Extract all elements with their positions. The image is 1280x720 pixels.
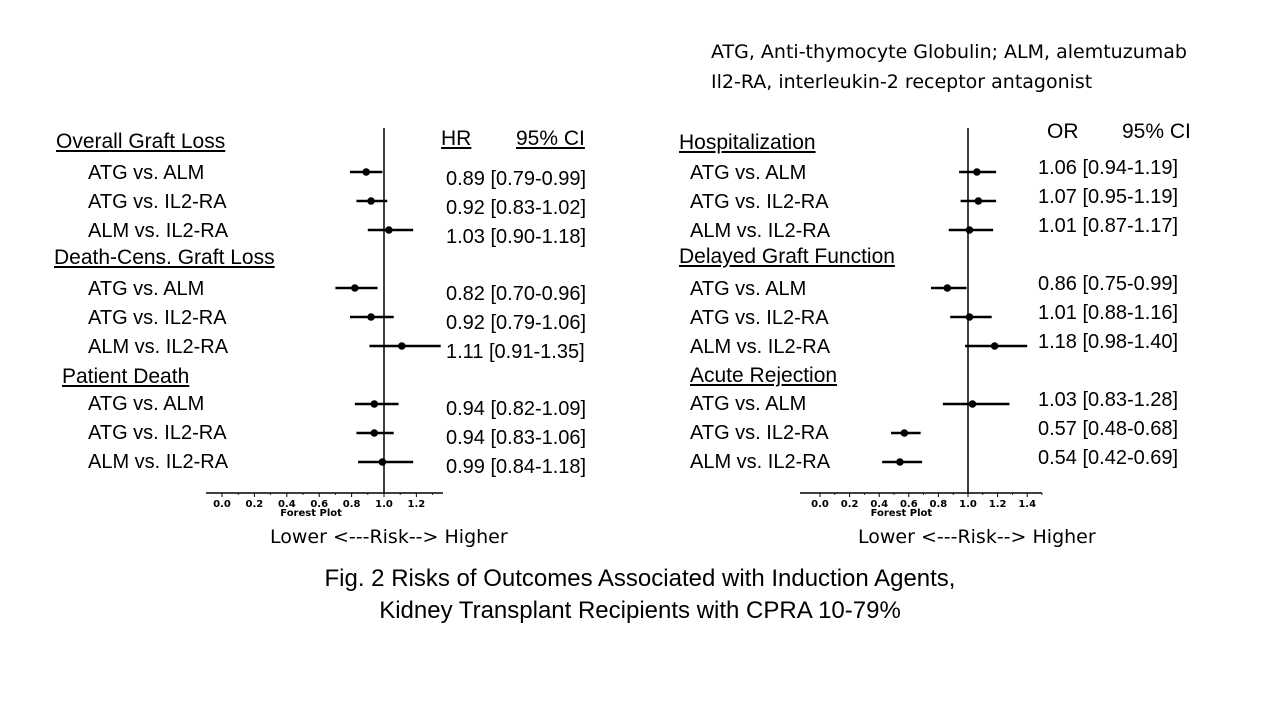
right-tick-label: 1.4 <box>1018 499 1037 510</box>
left-row-value: 0.92 [0.79-1.06] <box>446 312 587 334</box>
abbreviation-note-line-2: Il2-RA, interleukin-2 receptor antagonist <box>711 71 1093 93</box>
left-row-value: 0.89 [0.79-0.99] <box>446 168 587 190</box>
right-risk-direction-label: Lower <---Risk--> Higher <box>858 526 1096 548</box>
right-row-label: ATG vs. IL2-RA <box>690 307 829 329</box>
left-row-label: ATG vs. IL2-RA <box>88 307 227 329</box>
right-row-value: 0.57 [0.48-0.68] <box>1038 418 1179 440</box>
left-tick-label: 0.8 <box>342 499 361 510</box>
left-row-value: 1.03 [0.90-1.18] <box>446 226 587 248</box>
right-tick-label: 0.2 <box>840 499 859 510</box>
right-estimate-point <box>901 429 909 437</box>
right-tick-label: 0.0 <box>811 499 829 510</box>
left-row-label: ATG vs. IL2-RA <box>88 422 227 444</box>
left-group-title-death-censored-graft-loss: Death-Cens. Graft Loss <box>54 246 275 269</box>
right-group-title-delayed-graft-function: Delayed Graft Function <box>679 245 895 268</box>
left-measure-header: HR <box>441 127 472 150</box>
left-row-label: ALM vs. IL2-RA <box>88 220 229 242</box>
right-estimate-point <box>991 342 999 350</box>
left-row-label: ATG vs. ALM <box>88 278 205 300</box>
right-row-label: ATG vs. ALM <box>690 162 807 184</box>
abbreviation-note-line-1: ATG, Anti-thymocyte Globulin; ALM, alemtuzumab <box>711 41 1187 63</box>
left-estimate-point <box>385 226 393 234</box>
left-estimate-point <box>379 458 387 466</box>
left-risk-direction-label: Lower <---Risk--> Higher <box>270 526 508 548</box>
left-x-axis-label: Forest Plot <box>280 508 342 519</box>
right-estimate-point <box>896 458 904 466</box>
right-row-label: ALM vs. IL2-RA <box>690 451 831 473</box>
left-row-value: 0.94 [0.82-1.09] <box>446 398 587 420</box>
left-tick-label: 0.6 <box>310 499 329 510</box>
right-row-label: ATG vs. IL2-RA <box>690 191 829 213</box>
right-row-value: 1.03 [0.83-1.28] <box>1038 389 1179 411</box>
right-tick-label: 0.6 <box>899 499 918 510</box>
right-row-value: 1.01 [0.88-1.16] <box>1038 302 1179 324</box>
left-row-value: 0.92 [0.83-1.02] <box>446 197 587 219</box>
right-row-label: ALM vs. IL2-RA <box>690 336 831 358</box>
right-ci-header: 95% CI <box>1122 120 1191 143</box>
right-estimate-point <box>975 197 983 205</box>
left-tick-label: 0.2 <box>245 499 264 510</box>
right-row-value: 0.54 [0.42-0.69] <box>1038 447 1179 469</box>
right-group-title-acute-rejection: Acute Rejection <box>690 364 838 387</box>
left-row-label: ATG vs. IL2-RA <box>88 191 227 213</box>
left-row-label: ATG vs. ALM <box>88 393 205 415</box>
right-estimate-point <box>969 400 977 408</box>
right-row-label: ATG vs. IL2-RA <box>690 422 829 444</box>
right-estimate-point <box>943 284 951 292</box>
right-tick-label: 1.2 <box>988 499 1007 510</box>
right-row-value: 1.01 [0.87-1.17] <box>1038 215 1179 237</box>
right-row-value: 1.07 [0.95-1.19] <box>1038 186 1179 208</box>
left-tick-label: 0.4 <box>277 499 296 510</box>
left-group-title-patient-death: Patient Death <box>62 365 190 388</box>
right-row-value: 1.06 [0.94-1.19] <box>1038 157 1179 179</box>
figure-caption-line-1: Fig. 2 Risks of Outcomes Associated with Induction Agents, <box>324 565 956 592</box>
left-row-value: 1.11 [0.91-1.35] <box>446 341 585 363</box>
left-ci-header: 95% CI <box>516 127 585 150</box>
right-row-label: ALM vs. IL2-RA <box>690 220 831 242</box>
left-tick-label: 0.0 <box>213 499 231 510</box>
left-row-value: 0.94 [0.83-1.06] <box>446 427 587 449</box>
left-estimate-point <box>370 400 378 408</box>
right-tick-label: 0.8 <box>929 499 948 510</box>
left-row-value: 0.99 [0.84-1.18] <box>446 456 587 478</box>
left-estimate-point <box>362 168 370 176</box>
right-group-title-hospitalization: Hospitalization <box>679 131 816 154</box>
right-row-label: ATG vs. ALM <box>690 393 807 415</box>
left-estimate-point <box>367 197 375 205</box>
right-x-axis-label: Forest Plot <box>870 508 933 519</box>
right-row-value: 0.86 [0.75-0.99] <box>1038 273 1179 295</box>
left-estimate-point <box>367 313 375 321</box>
right-tick-label: 0.4 <box>870 499 889 510</box>
right-measure-header: OR <box>1047 120 1079 143</box>
left-row-label: ALM vs. IL2-RA <box>88 336 229 358</box>
right-estimate-point <box>966 226 974 234</box>
figure-caption-line-2: Kidney Transplant Recipients with CPRA 10-79% <box>379 597 901 624</box>
left-tick-label: 1.2 <box>407 499 426 510</box>
left-estimate-point <box>398 342 406 350</box>
left-row-value: 0.82 [0.70-0.96] <box>446 283 587 305</box>
left-row-label: ATG vs. ALM <box>88 162 205 184</box>
right-estimate-point <box>973 168 981 176</box>
right-tick-label: 1.0 <box>959 499 977 510</box>
right-estimate-point <box>966 313 974 321</box>
left-estimate-point <box>351 284 359 292</box>
right-row-label: ATG vs. ALM <box>690 278 807 300</box>
left-estimate-point <box>370 429 378 437</box>
left-row-label: ALM vs. IL2-RA <box>88 451 229 473</box>
left-tick-label: 1.0 <box>375 499 393 510</box>
left-group-title-overall-graft-loss: Overall Graft Loss <box>56 130 226 153</box>
right-row-value: 1.18 [0.98-1.40] <box>1038 331 1179 353</box>
